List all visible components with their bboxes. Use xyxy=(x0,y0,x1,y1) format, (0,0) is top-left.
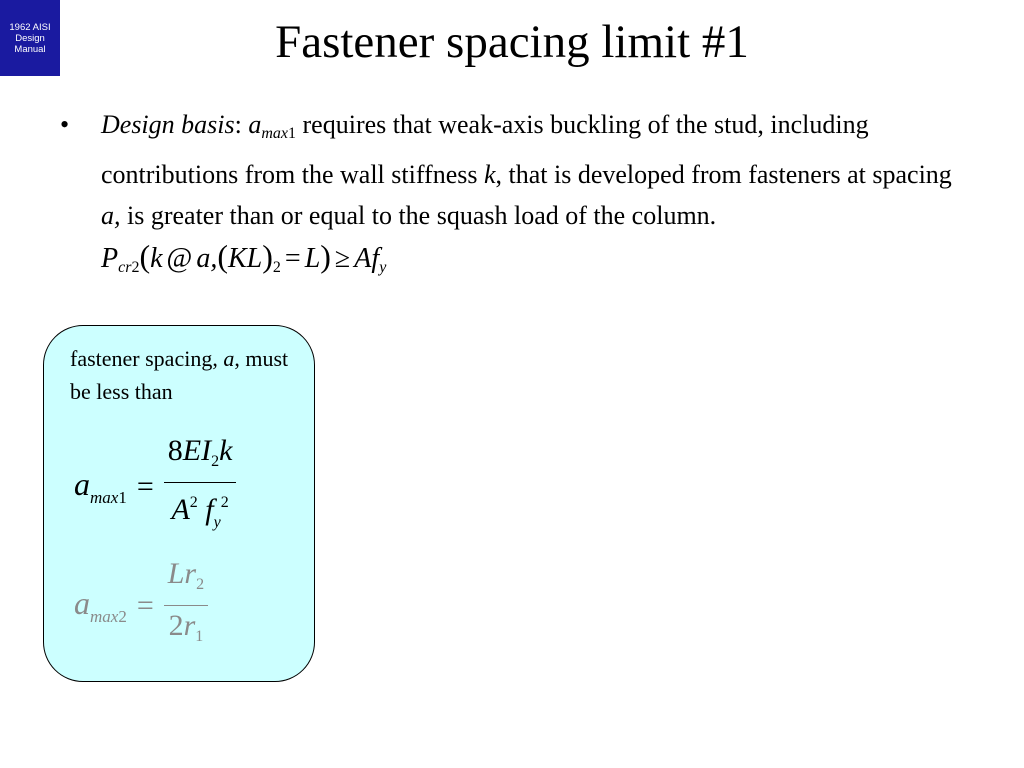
formula1-num-k: k xyxy=(219,434,233,467)
formula1-den-A-sup: 2 xyxy=(189,494,198,511)
panel-text-1: fastener spacing, xyxy=(70,346,224,371)
panel-description xyxy=(70,342,310,408)
formula2-den-r: r xyxy=(183,609,196,642)
formula2-numerator xyxy=(164,554,208,605)
eq-y-subscript: y xyxy=(379,259,387,276)
eq-lparen-2: ( xyxy=(217,238,228,274)
formula1-num-coef: 8 xyxy=(167,434,183,467)
formula2-den-coef: 2 xyxy=(168,609,184,642)
formula1-den-A: A xyxy=(171,493,190,526)
formula2-denominator xyxy=(165,606,208,657)
spacing-limit-panel xyxy=(43,325,315,682)
formula1-den-f: f xyxy=(205,493,214,526)
formula2-num-sub: 2 xyxy=(196,576,205,593)
slide-title: Fastener spacing limit #1 xyxy=(275,16,749,68)
formula2-lhs xyxy=(74,585,127,627)
formula2-lhs-subscript xyxy=(90,607,127,626)
eq-P: P xyxy=(101,243,119,274)
formula1-num-sub: 2 xyxy=(211,453,220,470)
badge-line-1: 1962 AISI xyxy=(9,21,51,33)
badge-line-2: Design xyxy=(15,32,45,44)
eq-equals: = xyxy=(284,243,301,274)
label-colon: : xyxy=(234,110,242,139)
a-max-1-formula xyxy=(74,431,236,543)
panel-text-2: , must be less than xyxy=(70,346,289,404)
formula1-numerator xyxy=(164,431,237,482)
badge-line-3: Manual xyxy=(14,43,46,55)
eq-at: @ xyxy=(166,243,193,274)
bullet-text xyxy=(101,104,971,288)
a-spacing-symbol: a, xyxy=(101,201,121,230)
formula1-denominator xyxy=(167,483,232,543)
eq-P-subscript: cr xyxy=(118,259,132,276)
eq-a: a, xyxy=(196,243,218,274)
a-max-subscript: max xyxy=(261,125,289,142)
eq-rparen: ) xyxy=(320,238,331,274)
eq-geq: ≥ xyxy=(334,243,351,274)
formula1-lhs-sub-text: max xyxy=(90,488,119,507)
eq-KL: KL xyxy=(227,243,263,274)
eq-L: L xyxy=(304,243,321,274)
k-symbol: k xyxy=(483,160,496,189)
eq-rparen-2: ) xyxy=(262,238,273,274)
formula1-lhs-subscript xyxy=(90,488,127,507)
eq-Af: Af xyxy=(354,243,380,274)
formula1-equals: = xyxy=(136,470,154,503)
bullet-text-1: requires that weak-axis buckling of the stud, including contributions from the wall stiffness xyxy=(101,110,869,189)
formula1-lhs-a: a xyxy=(74,466,90,502)
formula2-equals: = xyxy=(136,588,154,622)
formula2-den-sub: 1 xyxy=(195,628,204,645)
formula2-fraction xyxy=(164,554,208,657)
eq-KL-subscript: 2 xyxy=(272,259,281,276)
design-basis-label: Design basis xyxy=(101,110,235,139)
a-max-subscript-number: 1 xyxy=(288,125,297,142)
formula1-den-f-sup: 2 xyxy=(220,494,229,511)
bullet-text-3: is greater than or equal to the squash load of the column. xyxy=(120,201,717,230)
eq-P-subscript-number: 2 xyxy=(131,259,140,276)
bullet-symbol: • xyxy=(60,110,70,139)
formula2-num-Lr: Lr xyxy=(167,557,197,590)
formula1-den-f-sub: y xyxy=(213,514,221,531)
a-max-symbol: a xyxy=(248,110,262,139)
formula1-num-EI: EI xyxy=(182,434,212,467)
formula1-fraction xyxy=(164,431,237,543)
eq-lparen: ( xyxy=(139,238,151,274)
formula1-lhs xyxy=(74,466,127,508)
bullet-text-2: , that is developed from fasteners at spacing xyxy=(495,160,952,189)
formula2-lhs-a: a xyxy=(74,584,90,621)
squash-load-equation xyxy=(101,238,387,276)
panel-a-symbol: a xyxy=(223,346,235,371)
formula2-lhs-sub-text: max xyxy=(90,606,119,626)
a-max-2-formula xyxy=(74,554,208,657)
formula2-lhs-sub-number: 2 xyxy=(118,606,127,626)
formula1-lhs-sub-number: 1 xyxy=(118,488,127,507)
eq-k: k xyxy=(150,243,163,274)
